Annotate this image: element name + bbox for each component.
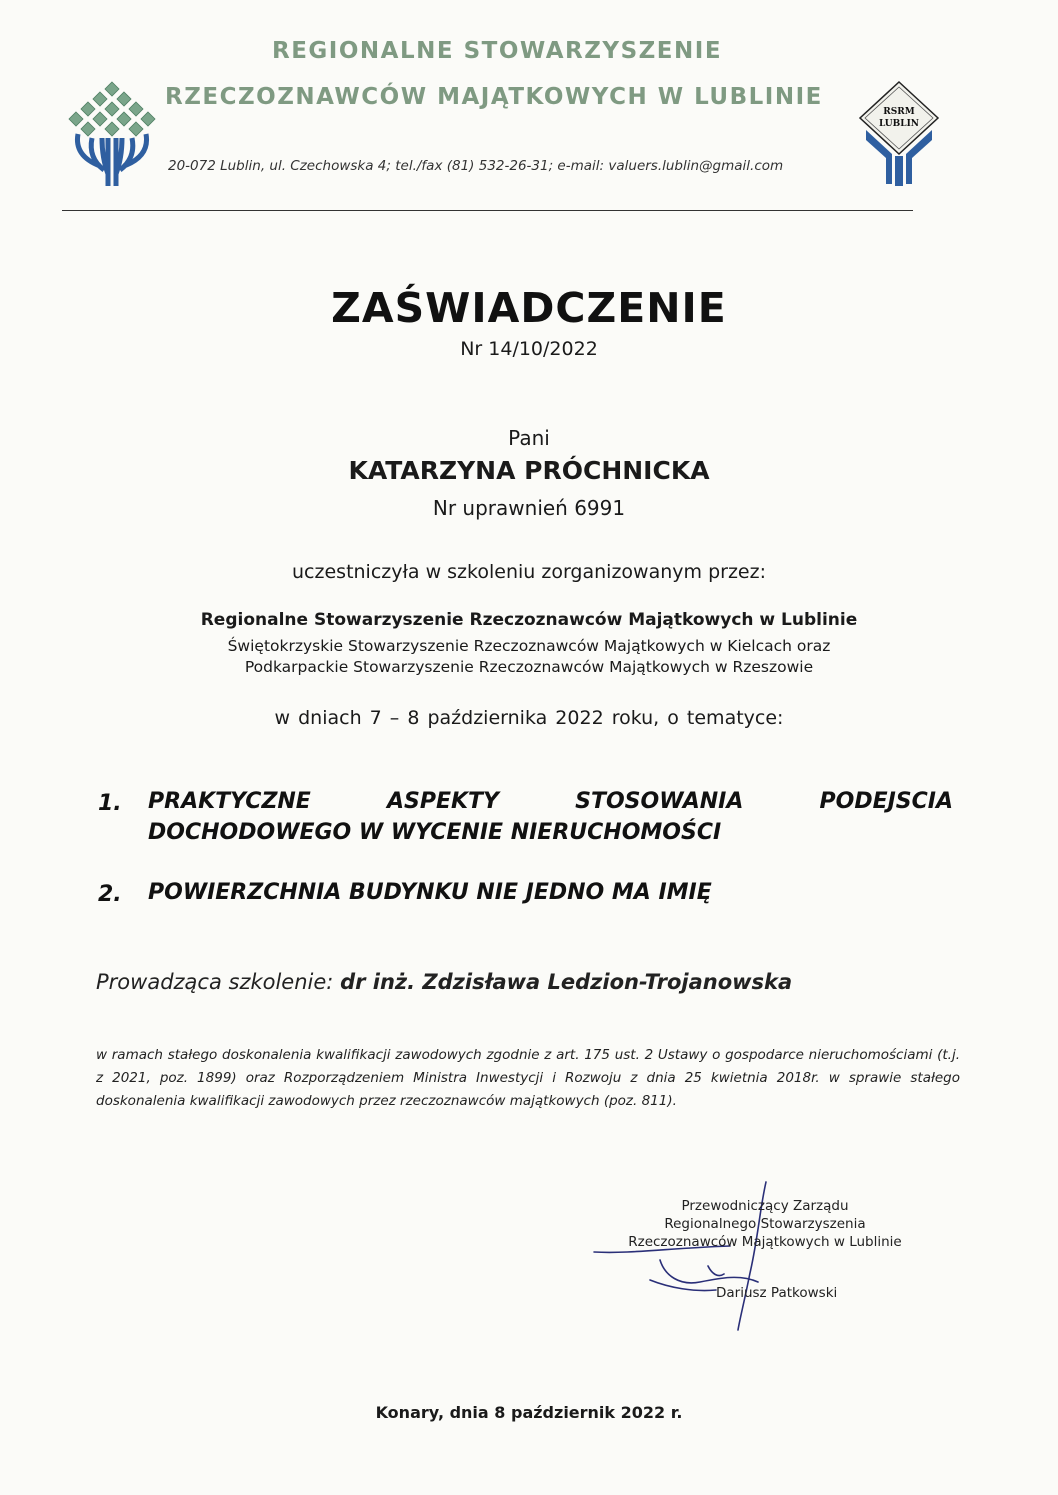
header-divider	[62, 210, 913, 211]
topic-1-line2: DOCHODOWEGO W WYCENIE NIERUCHOMOŚCI	[148, 820, 722, 845]
seal-text-1: RSRM	[883, 107, 915, 117]
org-name-line2: RZECZOZNAWCÓW MAJĄTKOWYCH W LUBLINIE	[165, 84, 823, 110]
organizer-secondary-2: Podkarpackie Stowarzyszenie Rzeczoznawców Majątkowych w Rzeszowie	[244, 658, 814, 676]
rsrm-seal-icon	[858, 80, 940, 188]
salutation: Pani	[508, 426, 550, 450]
signature-title-line3: Rzeczoznawców Majątkowych w Lublinie	[628, 1234, 902, 1250]
training-dates: w dniach 7 – 8 października 2022 roku, o tematyce:	[274, 707, 784, 729]
seal-text-2: LUBLIN	[878, 119, 920, 129]
signature-title-line2: Regionalnego Stowarzyszenia	[664, 1216, 866, 1232]
signature-title-line1: Przewodniczący Zarządu	[681, 1198, 849, 1214]
recipient-name: KATARZYNA PRÓCHNICKA	[348, 456, 710, 485]
association-logo-icon	[64, 78, 160, 190]
place-and-date: Konary, dnia 8 październik 2022 r.	[375, 1403, 683, 1422]
topic-2-number: 2.	[98, 882, 122, 907]
certificate-number: Nr 14/10/2022	[460, 338, 598, 360]
lecturer	[96, 970, 792, 994]
signer-name: Dariusz Patkowski	[716, 1285, 838, 1301]
participation-text: uczestniczyła w szkoleniu zorganizowanym przez:	[292, 561, 766, 583]
organizer-main: Regionalne Stowarzyszenie Rzeczoznawców Majątkowych w Lublinie	[200, 610, 858, 630]
org-address: 20-072 Lublin, ul. Czechowska 4; tel./fax (81) 532-26-31; e-mail: valuers.lublin@gmail.com	[168, 158, 784, 174]
topic-1-line1: PRAKTYCZNE ASPEKTY STOSOWANIA PODEJSCIA	[148, 789, 953, 814]
legal-basis-text: w ramach stałego doskonalenia kwalifikacji zawodowych zgodnie z art. 175 ust. 2 Ustawy o gospodarce nieruchomościami (t.j. z 2021, poz. 1899) oraz Rozporządzeniem Ministra Inwestycji i Rozwoju z dnia 25 kwietnia 2018r. w sprawie stałego doskonalenia kwalifikacji zawodowych przez rzeczoznawców majątkowych (poz. 811).	[96, 1047, 960, 1109]
lecturer-label: Prowadząca szkolenie:	[96, 970, 334, 994]
lecturer-name: dr inż. Zdzisława Ledzion-Trojanowska	[340, 970, 793, 994]
document-title: ZAŚWIADCZENIE	[331, 284, 727, 332]
topic-2-line1: POWIERZCHNIA BUDYNKU NIE JEDNO MA IMIĘ	[148, 880, 712, 905]
org-name-line1: REGIONALNE STOWARZYSZENIE	[272, 38, 723, 64]
license-number: Nr uprawnień 6991	[432, 496, 626, 520]
organizer-secondary-1: Świętokrzyskie Stowarzyszenie Rzeczoznawców Majątkowych w Kielcach oraz	[227, 637, 831, 655]
topic-1-number: 1.	[98, 791, 122, 816]
